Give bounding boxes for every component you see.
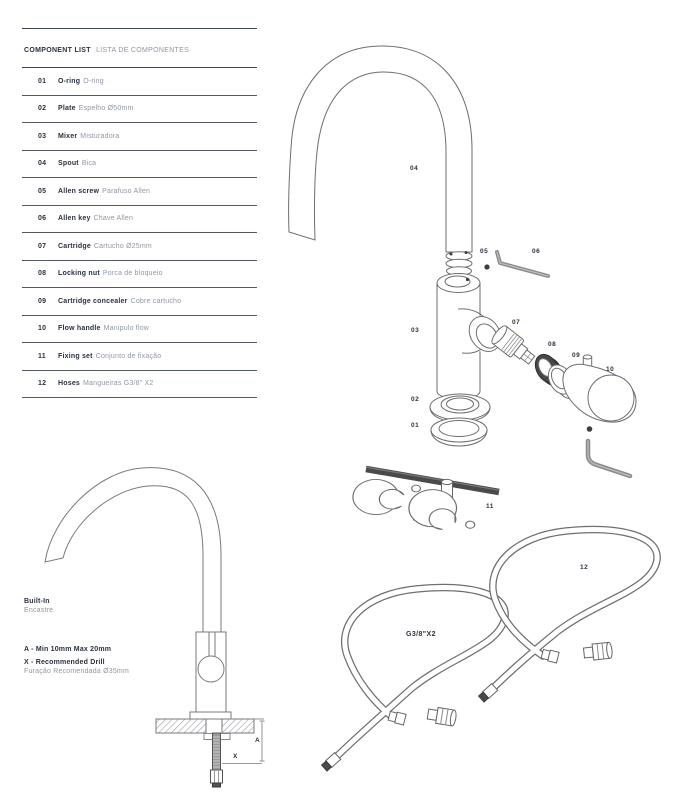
part-label-09: 09: [572, 352, 581, 359]
component-list-title-en: COMPONENT LIST: [24, 47, 91, 54]
part-label-05: 05: [480, 248, 489, 255]
part-number: 02: [38, 105, 47, 113]
part-number: 08: [38, 270, 47, 278]
part-number: 12: [38, 380, 47, 388]
part-name-pt: Espelho Ø50mm: [78, 105, 134, 113]
part-label-02: 02: [411, 396, 420, 403]
part-number: 10: [38, 325, 47, 333]
part-number: 04: [38, 160, 47, 168]
part-name-en: Allen screw: [58, 187, 100, 195]
part-number: 03: [38, 132, 47, 140]
part-number: 11: [38, 352, 46, 360]
part-name-pt: Chave Allen: [93, 215, 134, 223]
part-name-en: Plate: [58, 105, 76, 113]
part-name-en: Cartridge concealer: [58, 297, 128, 305]
part-name-en: Hoses: [58, 380, 81, 388]
part-name-pt: Parafuso Allen: [102, 187, 151, 195]
part-name-en: O-ring: [58, 77, 81, 85]
part-name-en: Fixing set: [58, 352, 93, 360]
part-name-pt: Cartucho Ø25mm: [93, 242, 152, 250]
note-dimension-a: A - Min 10mm Max 20mm: [24, 646, 112, 653]
part-name-en: Flow handle: [58, 325, 101, 333]
part-name-pt: Bica: [81, 160, 97, 168]
builtin-title-en: Built-In: [24, 598, 50, 605]
part-name-pt: Manipulo flow: [103, 325, 150, 333]
part-number: 01: [38, 77, 47, 85]
part-number: 07: [38, 242, 47, 250]
part-label-06: 06: [532, 248, 541, 255]
component-list-title-pt: LISTA DE COMPONENTES: [96, 47, 190, 54]
part-name-pt: Cobre cartucho: [130, 297, 182, 305]
part-label-12: 12: [580, 564, 589, 571]
part-name-pt: Porca de bloqueio: [102, 270, 163, 278]
part-name-pt: O-ring: [83, 77, 104, 85]
part-label-07: 07: [512, 319, 521, 326]
dimension-label-x: X: [233, 753, 238, 760]
builtin-notes: [24, 597, 129, 676]
part-number: 06: [38, 215, 47, 223]
builtin-title-pt: Encastre: [24, 607, 54, 614]
part-label-10: 10: [606, 366, 615, 373]
note-drill-pt: Furação Recomendada Ø35mm: [24, 668, 129, 675]
part-label-01: 01: [411, 422, 420, 429]
part-name-pt: Misturadora: [80, 132, 120, 140]
part-name-en: Locking nut: [58, 270, 100, 278]
part-name-pt: Mangueiras G3/8" X2: [83, 380, 154, 388]
part-name-en: Allen key: [58, 215, 91, 223]
note-drill-en: X - Recommended Drill: [24, 659, 105, 666]
part-number: 05: [38, 187, 47, 195]
part-name-en: Mixer: [58, 132, 78, 140]
part-label-08: 08: [548, 341, 557, 348]
hose-marking-label: G3/8"X2: [406, 631, 436, 638]
part-label-04: 04: [410, 165, 419, 172]
part-label-03: 03: [411, 327, 420, 334]
part-name-pt: Conjunto de fixação: [95, 352, 162, 360]
dimension-label-a: A: [255, 737, 261, 744]
part-name-en: Spout: [58, 160, 79, 168]
part-name-en: Cartridge: [58, 242, 91, 250]
part-number: 09: [38, 297, 47, 305]
part-label-11: 11: [486, 503, 494, 510]
